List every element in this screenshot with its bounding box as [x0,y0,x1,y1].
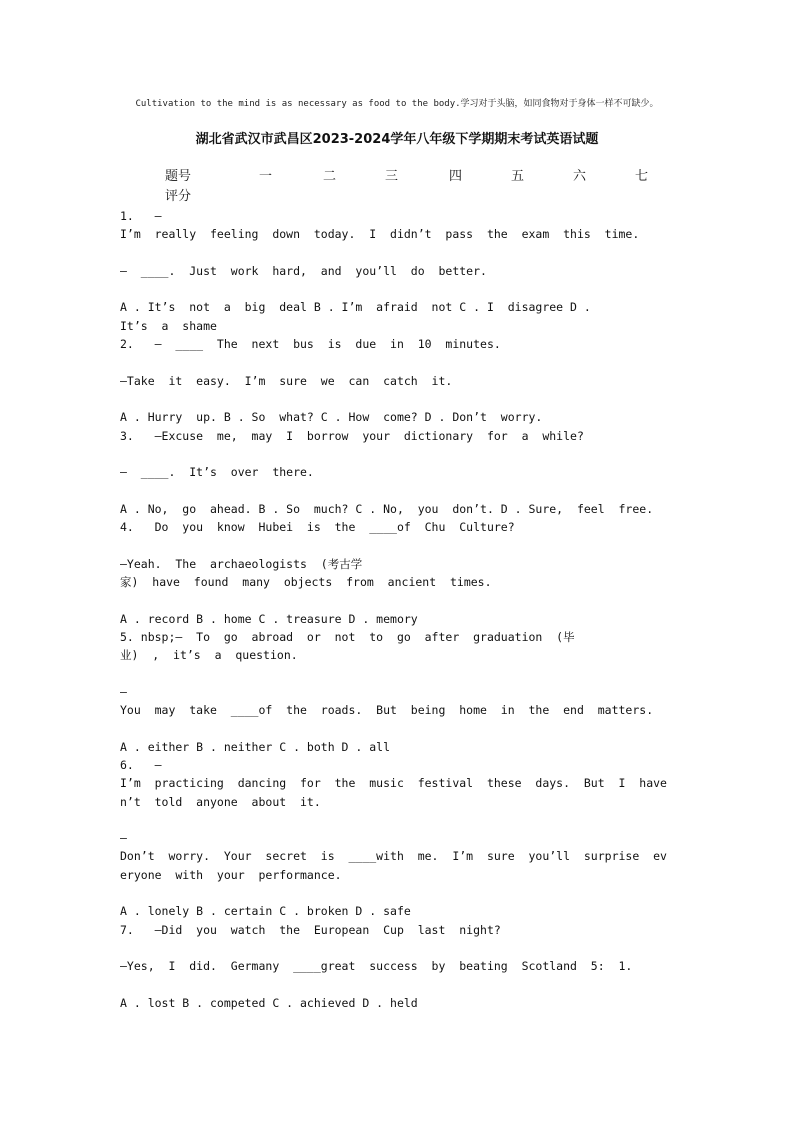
page-title: 湖北省武汉市武昌区2023-2024学年八年级下学期期末考试英语试题 [195,132,599,147]
blank-line [120,884,680,902]
question-line: A . Hurry up. B . So what? C . How come? D . Don’t worry. [120,410,543,425]
question-line: — [120,831,127,846]
blank-line [120,975,680,993]
question-line: Don’t worry. Your secret is ____with me. I’m sure you’ll surprise ev [120,849,667,864]
question-line: 2. — ____ The next bus is due in 10 minutes. [120,337,501,352]
blank-line [120,353,680,371]
question-line: 4. Do you know Hubei is the ____of Chu Culture? [120,520,515,535]
score-col-1: 一 [259,169,273,184]
question-line: 业) , it’s a question. [120,648,298,663]
question-line: It’s a shame [120,318,217,333]
score-col-7: 七 [635,169,649,184]
blank-line [120,811,680,829]
score-col-5: 五 [511,169,525,184]
question-line: A . either B . neither C . both D . all [120,739,391,754]
question-line: —Take it easy. I’m sure we can catch it. [120,373,453,388]
question-line: A . No, go ahead. B . So much? C . No, you don’t. D . Sure, feel free. [120,501,654,516]
score-col-6: 六 [573,169,587,184]
blank-line [120,536,680,554]
score-row2-label: 评分 [165,189,192,204]
question-line: eryone with your performance. [120,867,342,882]
question-line: n’t told anyone about it. [120,794,321,809]
question-line: —Yeah. The archaeologists (考古学 [120,556,363,571]
question-line: A . lost B . competed C . achieved D . held [120,995,418,1010]
blank-line [120,591,680,609]
blank-line [120,939,680,957]
blank-line [120,445,680,463]
question-line: 家) have found many objects from ancient times. [120,574,492,589]
question-line: 5. nbsp;— To go abroad or not to go after graduation (毕 [120,629,575,644]
question-line: 3. —Excuse me, may I borrow your dictionary for a while? [120,428,584,443]
header-quote: Cultivation to the mind is as necessary as food to the body.学习对于头脑，如同食物对于身体一样不可缺少。 [135,99,659,109]
score-col-4: 四 [449,169,463,184]
question-list [120,207,680,1012]
blank-line [120,481,680,499]
blank-line [120,280,680,298]
blank-line [120,719,680,737]
score-row-label: 题号 [165,169,192,184]
question-line: 1. — [120,209,162,223]
score-col-3: 三 [385,169,399,184]
question-line: A . record B . home C . treasure D . memory [120,611,418,626]
question-line: 7. —Did you watch the European Cup last night? [120,922,501,937]
question-line: —Yes, I did. Germany ____great success by beating Scotland 5: 1. [120,959,633,974]
blank-line [120,664,680,682]
question-line: I’m practicing dancing for the music festival these days. But I have [120,776,667,791]
question-line: — [120,684,127,699]
question-line: 6. — [120,757,162,772]
question-line: A . lonely B . certain C . broken D . safe [120,904,411,919]
blank-line [120,390,680,408]
score-col-2: 二 [323,169,337,184]
question-line: You may take ____of the roads. But being home in the end matters. [120,703,654,718]
question-line: — ____. It’s over there. [120,465,314,480]
question-line: I’m really feeling down today. I didn’t pass the exam this time. [120,227,640,242]
blank-line [120,244,680,262]
question-line: — ____. Just work hard, and you’ll do better. [120,263,487,278]
question-line: A . It’s not a big deal B . I’m afraid not C . I disagree D . [120,300,591,315]
